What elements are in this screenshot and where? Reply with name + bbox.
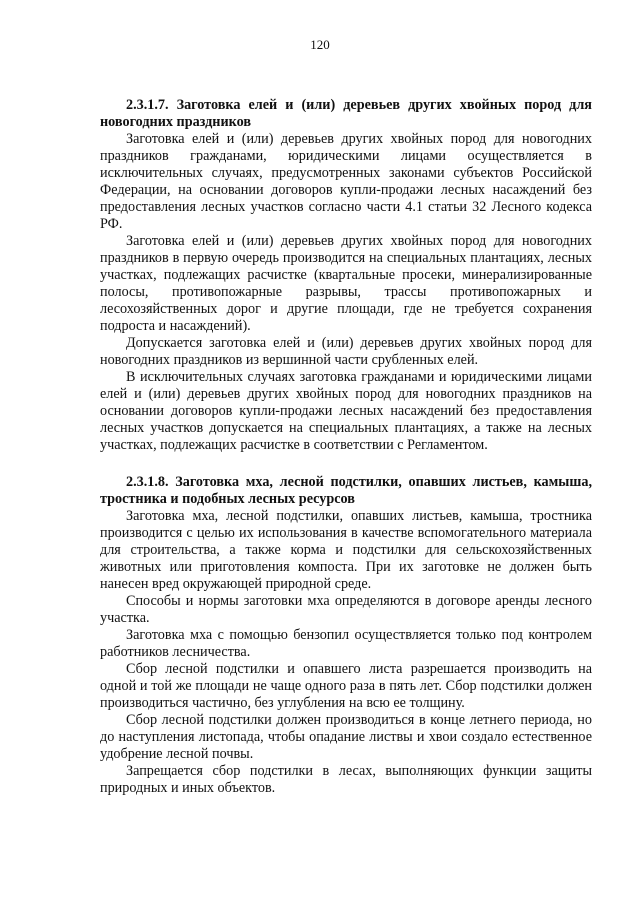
section-heading: 2.3.1.8. Заготовка мха, лесной подстилки, опавших листьев, камыша, тростника и подобных лесных ресурсов	[100, 474, 592, 507]
paragraph: Способы и нормы заготовки мха определяются в договоре аренды лесного участка.	[100, 593, 592, 626]
section-2-3-1-8	[100, 474, 592, 797]
paragraph: Сбор лесной подстилки должен производиться в конце летнего периода, но до наступления листопада, чтобы опадание листвы и хвои создало естественное удобрение лесной почвы.	[100, 712, 592, 762]
page-number: 120	[310, 37, 330, 52]
paragraph: Заготовка мха, лесной подстилки, опавших листьев, камыша, тростника производится с целью их использования в качестве вспомогательного материала для строительства, а также корма и подстилки для сельскохозяйственных животных или приготовления компоста. При их заготовке не должен быть нанесен вред окружающей природной среде.	[100, 508, 592, 592]
paragraph: Заготовка елей и (или) деревьев других хвойных пород для новогодних праздников гражданами, юридическими лицами осуществляется в исключительных случаях, предусмотренных законами субъектов Российской Федерации, на основании договоров купли-продажи лесных насаждений без предоставления лесных участков согласно части 4.1 статьи 32 Лесного кодекса РФ.	[100, 131, 592, 232]
paragraph: Допускается заготовка елей и (или) деревьев других хвойных пород для новогодних праздников из вершинной части срубленных елей.	[100, 335, 592, 368]
paragraph: Сбор лесной подстилки и опавшего листа разрешается производить на одной и той же площади не чаще одного раза в пять лет. Сбор подстилки должен производиться частично, без углубления на всю ее толщину.	[100, 661, 592, 711]
paragraph: Заготовка елей и (или) деревьев других хвойных пород для новогодних праздников в первую очередь производится на специальных плантациях, лесных участках, подлежащих расчистке (квартальные просеки, минерализированные полосы, противопожарные разрывы, трассы противопожарных и лесохозяйственных дорог и другие площади, где не требуется сохранения подроста и насаждений).	[100, 233, 592, 334]
document-body	[100, 97, 592, 797]
section-heading: 2.3.1.7. Заготовка елей и (или) деревьев других хвойных пород для новогодних праздников	[100, 97, 592, 130]
section-2-3-1-7	[100, 97, 592, 454]
paragraph: В исключительных случаях заготовка гражданами и юридическими лицами елей и (или) деревьев других хвойных пород для новогодних праздников на основании договоров купли-продажи лесных насаждений без предоставления лесных участков допускается на специальных плантациях, а также на лесных участках, подлежащих расчистке в соответствии с Регламентом.	[100, 369, 592, 453]
paragraph: Запрещается сбор подстилки в лесах, выполняющих функции защиты природных и иных объектов.	[100, 763, 592, 796]
paragraph: Заготовка мха с помощью бензопил осуществляется только под контролем работников лесничества.	[100, 627, 592, 660]
